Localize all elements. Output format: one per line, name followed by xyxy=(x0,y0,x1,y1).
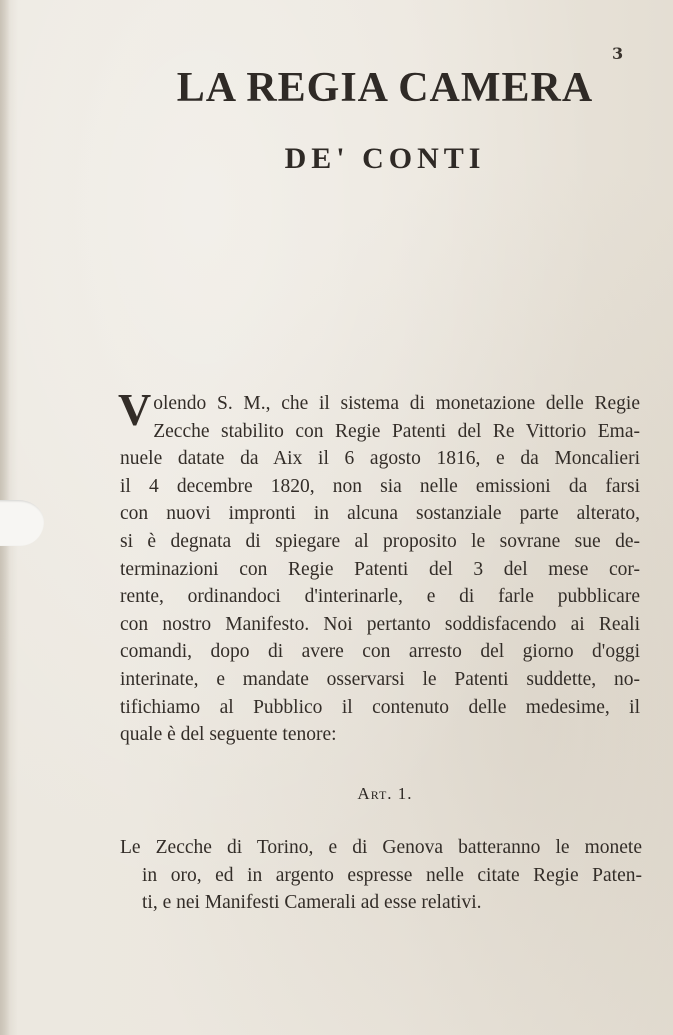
body-line: con nostro Manifesto. Noi pertanto soddisfacendo ai Reali xyxy=(120,613,640,635)
article-text xyxy=(120,834,642,917)
body-line: olendo S. M., che il sistema di monetazione delle Regie xyxy=(153,393,640,414)
article-line: Le Zecche di Torino, e di Genova batteranno le monete xyxy=(120,837,642,858)
body-line: terminazioni con Regie Patenti del 3 del mese cor- xyxy=(120,558,640,580)
body-line: quale è del seguente tenore: xyxy=(120,724,337,746)
body-line: Zecche stabilito con Regie Patenti del Re Vittorio Ema- xyxy=(153,420,640,442)
article-line: in oro, ed in argento espresse nelle citate Regie Paten- xyxy=(142,864,642,886)
body-line: rente, ordinandoci d'interinarle, e di farle pubblicare xyxy=(120,586,640,608)
article-heading: Art. 1. xyxy=(357,784,413,803)
body-line: il 4 decembre 1820, non sia nelle emissioni da farsi xyxy=(120,475,640,497)
drop-cap: V xyxy=(118,384,152,435)
body-line: interinate, e mandate osservarsi le Patenti suddette, no- xyxy=(120,668,640,690)
page-number: 3 xyxy=(612,44,624,63)
body-line: nuele datate da Aix il 6 agosto 1816, e da Moncalieri xyxy=(120,448,640,470)
body-line: comandi, dopo di avere con arresto del giorno d'oggi xyxy=(120,641,640,663)
body-line: tifichiamo al Pubblico il contenuto delle medesime, il xyxy=(120,696,640,718)
manifesto-body xyxy=(118,384,640,749)
page-subtitle: DE' CONTI xyxy=(284,142,486,175)
paper-tear xyxy=(0,500,44,546)
article-line: ti, e nei Manifesti Camerali ad esse relativi. xyxy=(142,892,482,914)
body-line: si è degnata di spiegare al proposito le sovrane sue de- xyxy=(120,530,640,552)
body-line: con nuovi impronti in alcuna sostanziale parte alterato, xyxy=(120,503,640,525)
page-title: LA REGIA CAMERA xyxy=(176,65,594,111)
